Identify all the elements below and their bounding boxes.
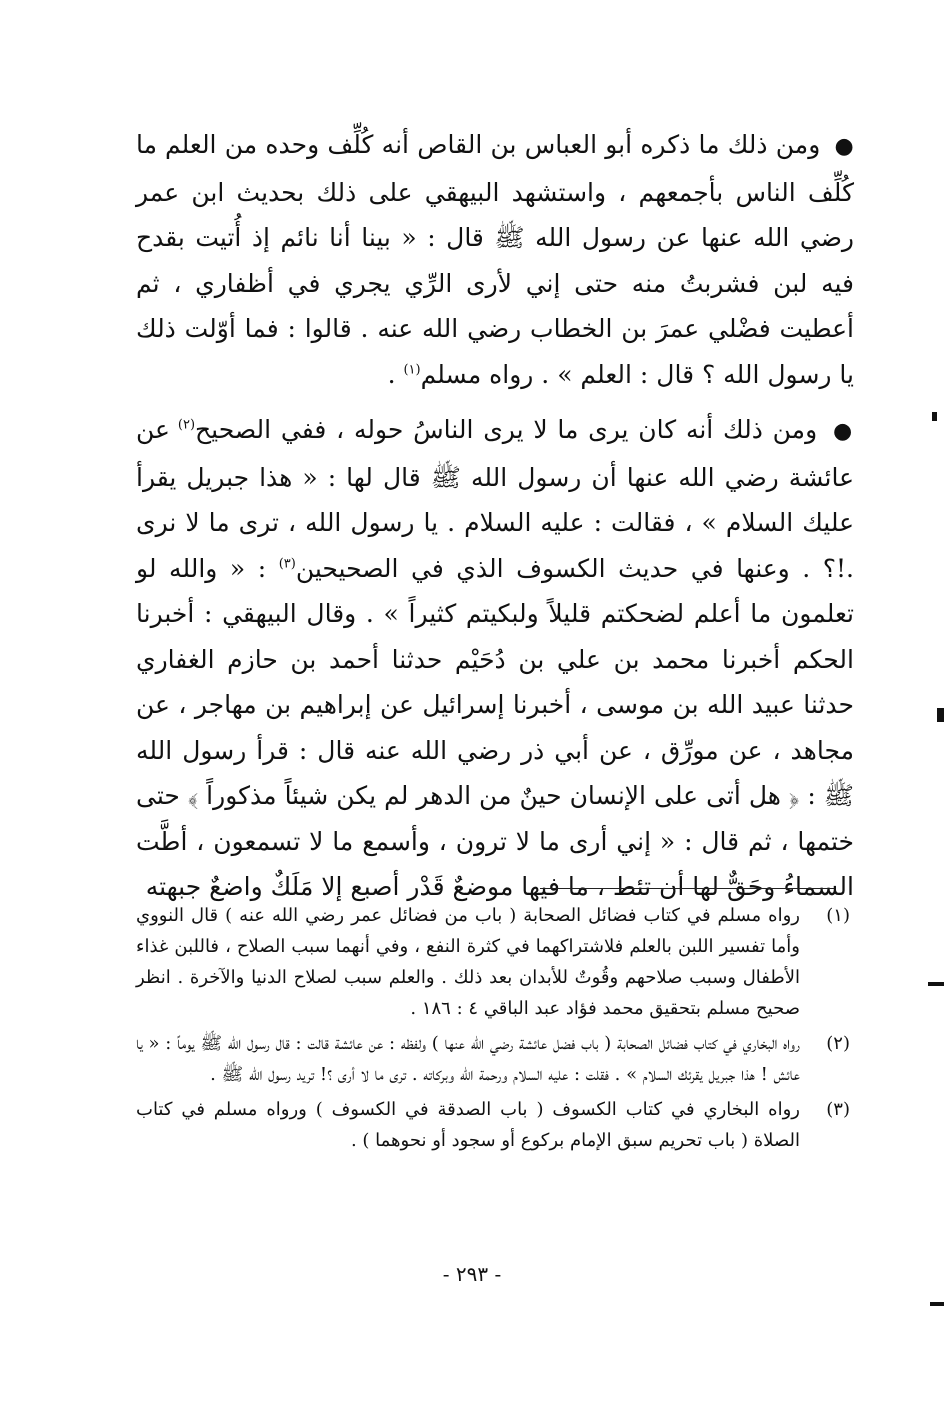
footnote-number: (٢)	[826, 1033, 850, 1054]
text-line: السلام » ، فقالت : عليه السلام . يا رسول الله ، ترى ما لا نرى .!؟ . وعنها	[136, 508, 855, 583]
text-line: عن	[136, 415, 178, 444]
footnote-3	[136, 1094, 850, 1156]
text-line: ومن ذلك أنه كان يرى ما لا يرى الناسُ حوله ، ففي الصحيح	[195, 415, 818, 444]
footnote-line: وسبب صلاحهم وقُوتٌ للأبدان بعد ذلك . والعلم سبب لصلاح الدنيا والآخرة . انظر صحيح	[136, 967, 800, 1019]
scan-mark	[928, 982, 944, 986]
bullet-icon: ●	[834, 134, 855, 159]
text-line: .	[387, 359, 404, 389]
main-text	[136, 122, 854, 910]
footnote-text	[136, 1094, 800, 1156]
page-number: - ٢٩٣ -	[442, 1262, 502, 1286]
text-line: دُحَيْم حدثنا أحمد بن حازم الغفاري حدثنا عبيد الله بن موسى ، أخبرنا إسرائيل	[136, 644, 854, 719]
text-line: الله عنه . قالوا : فما أوّلت ذلك يا رسول الله ؟ قال : العلم » . رواه مسلم	[136, 314, 854, 389]
text-line: حتى إني لأرى الرِّي يجري في أظفاري ، ثم أعطيت فضْلي عمرَ بن الخطاب رضي	[136, 268, 855, 343]
scan-mark	[932, 412, 937, 421]
footnote-line: رواه البخاري في كتاب الكسوف ( باب الصدقة في الكسوف ) ورواه مسلم في كتاب الصلاة	[136, 1099, 800, 1151]
footnote-text	[136, 900, 800, 1024]
text-line: عنها عن رسول الله ﷺ قال : « بينا أنا نائم إذ أُتيت بقدح فيه لبن فشربتُ منه	[136, 223, 854, 298]
footnote-ref-1: (١)	[403, 362, 421, 378]
footnote-line: رواه البخاري في كتاب فضائل الصحابة ( باب فضل عائشة رضي الله عنها ) ولفظه : عن	[368, 1033, 801, 1054]
text-line: قليلاً ولبكيتم كثيراً » . وقال البيهقي : أخبرنا الحكم أخبرنا محمد بن علي بن	[136, 599, 854, 674]
footnote-1	[136, 900, 850, 1024]
footnote-text	[136, 1028, 800, 1090]
text-line: مذكوراً ﴾ حتى ختمها ، ثم قال : « إني أرى ما لا ترون ، وأسمع ما لا تسمعون ،	[136, 781, 855, 856]
text-line: أطَّت السماءُ وحَقٌّ لها أن تئط ، ما فيها موضعٌ قَدْر أصبع إلا مَلَكٌ واضعٌ جبهته	[136, 826, 854, 901]
scan-mark	[930, 1302, 944, 1306]
footnote-line: رواه مسلم في كتاب فضائل الصحابة ( باب من فضائل عمر رضي الله عنه ) قال النووي وأما	[136, 905, 800, 957]
footnote-ref-2: (٢)	[177, 417, 196, 433]
footnote-line: مسلم بتحقيق محمد فؤاد عبد الباقي ٤ : ١٨٦ .	[410, 998, 751, 1019]
paragraph-1	[136, 122, 854, 397]
text-line: عائشة رضي الله عنها أن رسول الله ﷺ قال لها : « هذا جبريل يقرأ عليك	[136, 462, 855, 537]
footnote-line: تفسير اللبن بالعلم فلاشتراكهما في كثرة النفع ، وفي أنهما سبب الصلاح ، فاللبن غذاء الأطفال	[136, 936, 800, 988]
footnote-ref-3: (٣)	[278, 556, 296, 572]
text-line: ما كُلِّف الناس بأجمعهم ، واستشهد البيهقي على ذلك بحديث ابن عمر رضي الله	[136, 130, 855, 252]
footnote-line: فقلت : عليه السلام ورحمة الله وبركاته . ترى ما لا أرى ؟! تريد رسول الله ﷺ .	[210, 1064, 609, 1085]
text-line: ومن ذلك ما ذكره أبو العباس بن القاص أنه كُلِّف وحده من العلم	[164, 130, 821, 159]
scan-mark	[937, 708, 944, 722]
paragraph-2	[136, 407, 854, 910]
footnote-separator	[540, 888, 834, 889]
text-line: : « والله لو تعلمون ما أعلم لضحكتم	[136, 553, 854, 628]
footnote-line: عائشة قالت : قال رسول الله ﷺ يوماً : « يا عائش ! هذا جبريل يقرئك السلام » .	[136, 1033, 800, 1085]
text-line: عن إبراهيم بن مهاجر ، عن مجاهد ، عن مورِّق ، عن أبي ذر رضي الله عنه قال :	[136, 690, 854, 765]
footnote-line: ( باب تحريم سبق الإمام بركوع أو سجود أو نحوهما ) .	[350, 1130, 748, 1151]
footnote-number: (١)	[826, 905, 850, 926]
footnote-number: (٣)	[826, 1099, 850, 1120]
footnotes	[136, 900, 850, 1160]
text-line: قرأ رسول الله ﷺ : ﴿ هل أتى على الإنسان حينٌ من الدهر لم يكن شيئاً	[136, 735, 854, 810]
footnote-2	[136, 1028, 850, 1090]
bullet-icon: ●	[832, 419, 854, 444]
text-line: في حديث الكسوف الذي في الصحيحين	[295, 553, 724, 583]
